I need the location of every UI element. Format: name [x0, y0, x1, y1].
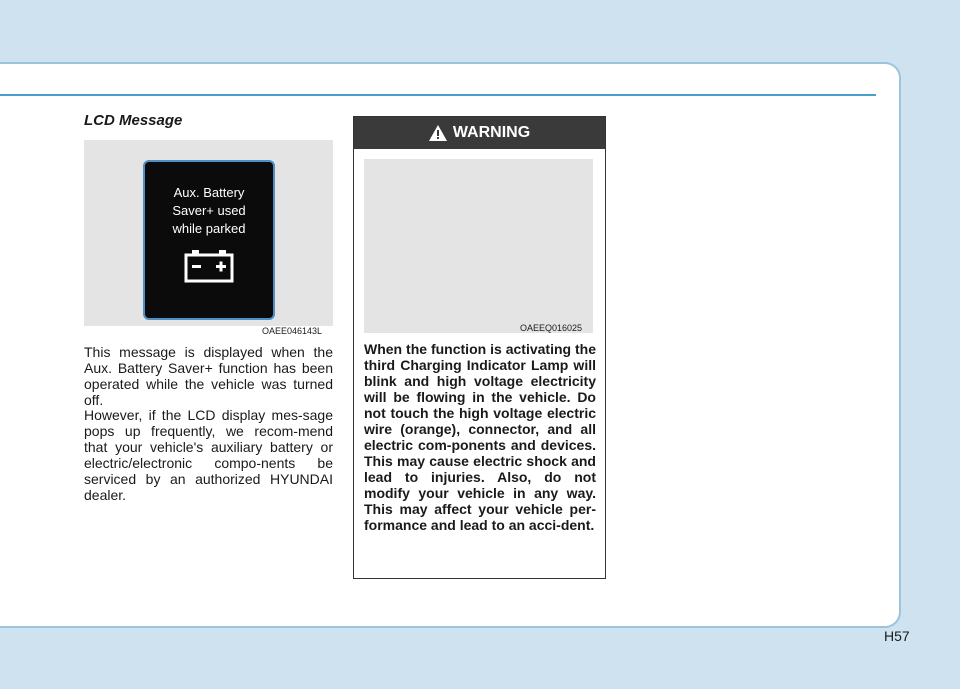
warning-text: When the function is activating the third Charging Indicator Lamp will blink and high voltage electricity will be flowing in the vehicle. Do not touch the high voltage electric wire (orange), connector, and all electric com-ponents and devices. This may cause electric shock and lead to injuries. Also, do not modify your vehicle in any way. This may affect your vehicle per-formance and lead to an acci-dent.	[364, 341, 596, 533]
manual-page	[0, 62, 901, 628]
battery-icon	[183, 249, 235, 283]
figure-code-left: OAEE046143L	[262, 326, 323, 336]
section-heading: LCD Message	[84, 112, 183, 129]
warning-triangle-icon	[429, 125, 447, 141]
body-paragraph-1: This message is displayed when the Aux. Battery Saver+ function has been operated while the vehicle was turned off.	[84, 344, 333, 408]
header-rule	[0, 94, 876, 96]
lcd-message: Aux. Battery Saver+ used while parked	[172, 185, 246, 236]
warning-header	[354, 117, 605, 149]
body-paragraph-2: However, if the LCD display mes-sage pops up frequently, we recom-mend that your vehicle's auxiliary battery or electric/electronic compo-nents be serviced by an authorized HYUNDAI dealer.	[84, 407, 333, 503]
lcd-figure	[84, 140, 333, 326]
lcd-display	[143, 160, 275, 320]
warning-figure	[364, 159, 593, 333]
warning-label: WARNING	[452, 124, 531, 141]
figure-code-right: OAEEQ016025	[520, 323, 583, 333]
page-number: H57	[884, 628, 910, 644]
warning-box	[353, 116, 606, 579]
